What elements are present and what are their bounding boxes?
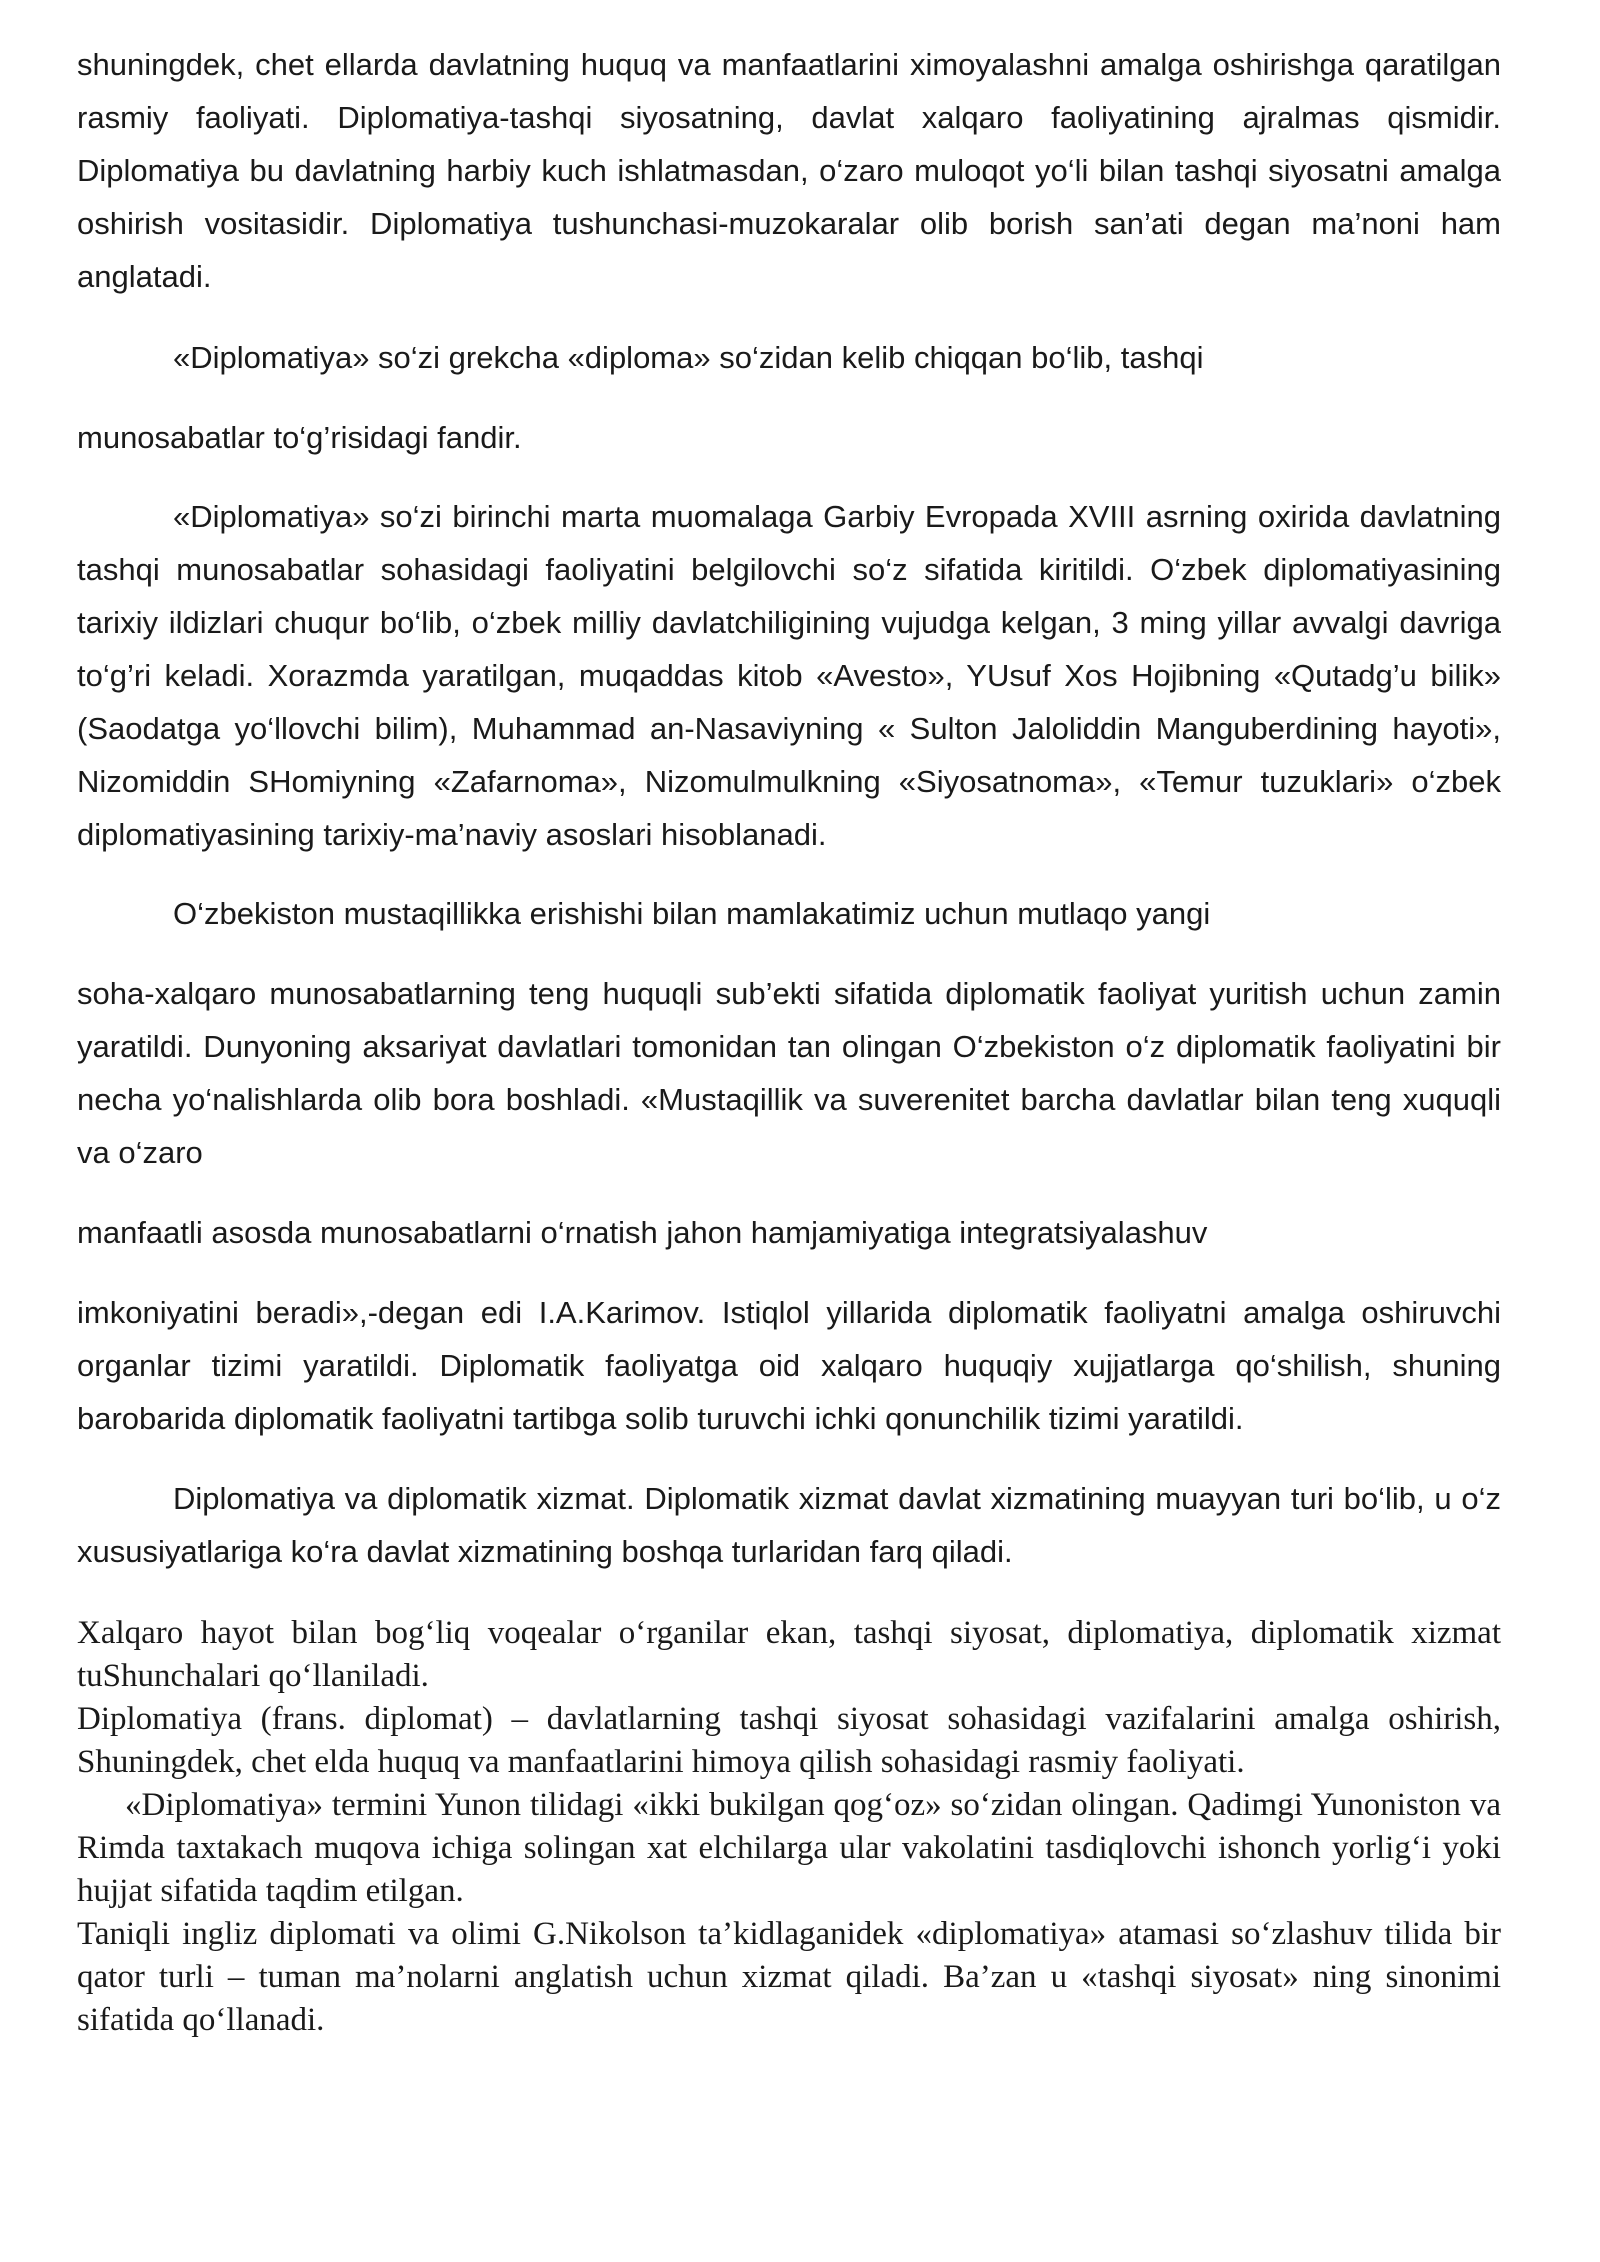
paragraph-diplomacy-etymology: «Diplomatiya» so‘zi grekcha «diploma» so‘zidan kelib chiqqan bo‘lib, tashqi [173, 340, 1204, 375]
paragraph-international-life: Xalqaro hayot bilan bog‘liq voqealar o‘rganilar ekan, tashqi siyosat, diplomatiya, diplomatik xizmat tuShunchalari qo‘llaniladi. [77, 1615, 1501, 1694]
paragraph-diplomatic-service: Diplomatiya va diplomatik xizmat. Diplomatik xizmat davlat xizmatining muayyan turi bo‘lib, u o‘z xususiyatlariga ko‘ra davlat xizmatining boshqa turlaridan farq qiladi. [77, 1481, 1501, 1569]
document-page [77, 38, 1501, 2042]
paragraph-diplomacy-etymology-continued: munosabatlar to‘g’risidagi fandir. [77, 420, 522, 455]
paragraph-uzbek-diplomacy-history: «Diplomatiya» so‘zi birinchi marta muomalaga Garbiy Evropada XVIII asrning oxirida davlatning tashqi munosabatlar sohasidagi faoliyatini belgilovchi so‘z sifatida kiritildi. O‘zbek diplomatiyasining tarixiy ildizlari chuqur bo‘lib, o‘zbek milliy davlatchiligining vujudga kelgan, 3 ming yillar avvalgi davriga to‘g’ri keladi. Xorazmda yaratilgan, muqaddas kitob «Avesto», YUsuf Xos Hojibning «Qutadg’u bilik» (Saodatga yo‘llovchi bilim), Muhammad an-Nasaviyning « Sulton Jaloliddin Manguberdining hayoti», Nizomiddin SHomiyning «Zafarnoma», Nizomulmulkning «Siyosatnoma», «Temur tuzuklari» o‘zbek diplomatiyasining tarixiy-ma’naviy asoslari hisoblanadi. [77, 499, 1501, 852]
paragraph-independence: O‘zbekiston mustaqillikka erishishi bilan mamlakatimiz uchun mutlaqo yangi [173, 896, 1211, 931]
paragraph-nicolson: Taniqli ingliz diplomati va olimi G.Nikolson ta’kidlaganidek «diplomatiya» atamasi so‘zlashuv tilida bir qator turli – tuman ma’nolarni anglatish uchun xizmat qiladi. Ba’zan u «tashqi siyosat» ning sinonimi sifatida qo‘llanadi. [77, 1916, 1501, 2038]
paragraph-karimov-quote: imkoniyatini beradi»,-degan edi I.A.Karimov. Istiqlol yillarida diplomatik faoliyatni amalga oshiruvchi organlar tizimi yaratildi. Diplomatik faoliyatga oid xalqaro huquqiy xujjatlarga qo‘shilish, shuning barobarida diplomatik faoliyatni tartibga solib turuvchi ichki qonunchilik tizimi yaratildi. [77, 1295, 1501, 1436]
paragraph-integration: manfaatli asosda munosabatlarni o‘rnatish jahon hamjamiyatiga integratsiyalashuv [77, 1215, 1208, 1250]
paragraph-diplomacy-french: Diplomatiya (frans. diplomat) – davlatlarning tashqi siyosat sohasidagi vazifalarini amalga oshirish, Shuningdek, chet elda huquq va manfaatlarini himoya qilish sohasidagi rasmiy faoliyati. [77, 1701, 1501, 1780]
paragraph-diplomacy-greek-term: «Diplomatiya» termini Yunon tilidagi «ikki bukilgan qog‘oz» so‘zidan olingan. Qadimgi Yunoniston va Rimda taxtakach muqova ichiga solingan xat elchilarga ular vakolatini tasdiqlovchi ishonch yorlig‘i yoki hujjat sifatida taqdim etilgan. [77, 1787, 1501, 1909]
paragraph-independence-continued: soha-xalqaro munosabatlarning teng huquqli sub’ekti sifatida diplomatik faoliyat yuritish uchun zamin yaratildi. Dunyoning aksariyat davlatlari tomonidan tan olingan O‘zbekiston o‘z diplomatik faoliyatini bir necha yo‘nalishlarda olib bora boshladi. «Mustaqillik va suverenitet barcha davlatlar bilan teng xuquqli va o‘zaro [77, 976, 1501, 1170]
paragraph-diplomacy-definition: shuningdek, chet ellarda davlatning huquq va manfaatlarini ximoyalashni amalga oshirishga qaratilgan rasmiy faoliyati. Diplomatiya-tashqi siyosatning, davlat xalqaro faoliyatining ajralmas qismidir. Diplomatiya bu davlatning harbiy kuch ishlatmasdan, o‘zaro muloqot yo‘li bilan tashqi siyosatni amalga oshirish vositasidir. Diplomatiya tushunchasi-muzokaralar olib borish san’ati degan ma’noni ham anglatadi. [77, 47, 1501, 294]
